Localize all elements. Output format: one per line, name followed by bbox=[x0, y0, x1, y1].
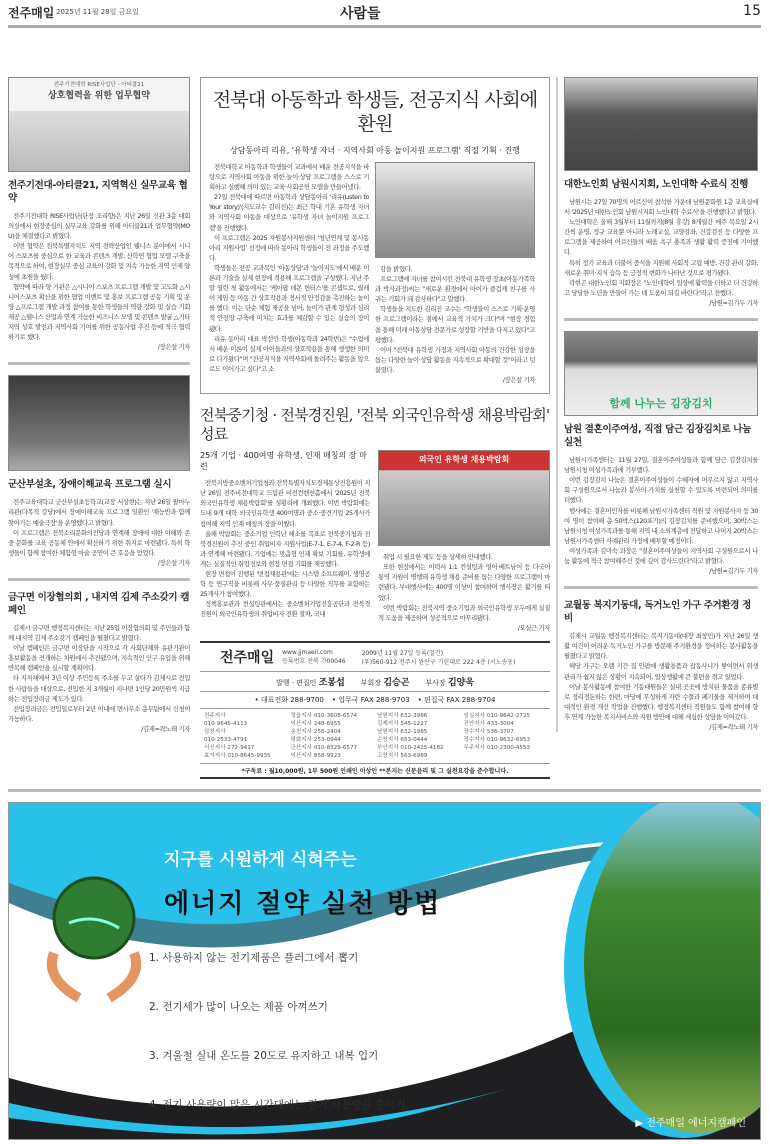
article-body bbox=[564, 631, 758, 732]
branch-entry: 서신지사 272-9417 bbox=[204, 744, 255, 751]
paragraph: 이어 "전북대 유학생 가정과 지역사회 아동의 건강한 성장을 돕는 다양한 놀이·상담 활동을 지속적으로 확대할 것"이라고 덧붙였다. bbox=[375, 345, 535, 374]
role: 부사장 bbox=[425, 678, 446, 687]
paragraph: 학생들을 지도한 김리진 교수는 "학생들이 스스로 기획·운영한 프로그램이라는 점에서 교육적 가치가 크다"며 "현장 경험을 통해 미래 아동상담 전문가로 성장할 기반을 다지고 있다"고 평했다. bbox=[375, 305, 535, 344]
role: 발행 · 편집인 bbox=[275, 678, 317, 687]
masthead-phones bbox=[200, 692, 550, 709]
paragraph: 리유 동아리 대표 박선민 학생(아동학과 24학번)은 "수업에서 배운 이론이 실제 아이들과의 상호작용을 통해 생생한 의미로 다가왔다"며 "전공지식을 지역사회에 돌려주는 활동을 앞으로도 이어가고 싶다"고 소 bbox=[209, 334, 369, 373]
article-photo bbox=[564, 331, 758, 416]
photo-caption: 전주기전대학 RISE사업단 - 아티클21 bbox=[53, 82, 145, 88]
campaign-label bbox=[635, 1114, 746, 1129]
branch-entry: 남원지사 632-1985 bbox=[377, 728, 428, 735]
article-body bbox=[375, 264, 535, 385]
paragraph: 현장 면접이 진행된 '면접채용관'에는 시스템 소프트웨어, 생명공학 등 연구직을 비롯해 사무·품질관리 등 다양한 직무를 포함하는 25개사가 참여했다. bbox=[200, 569, 370, 599]
news-columns bbox=[8, 77, 761, 779]
article-body bbox=[564, 455, 758, 576]
masthead-person bbox=[425, 675, 474, 688]
paragraph: 이 프로그램은 전북소리문화의전당과 연계해 장애에 대한 이해와 존중 문화를 교육 공동체 안에서 확산하기 위한 취지로 마련됐다. 특히 학생들이 함께 참여한 체험형 마술 공연이 큰 호응을 얻었다. bbox=[8, 528, 190, 557]
article-body bbox=[8, 623, 190, 734]
branch-column bbox=[204, 712, 287, 760]
paragraph: 특히 정기 교육과 더불어 중식을 지원해 사회적 고립 예방, 건강 관리 강화, 새로운 취미·지식 습득 등 긍정적 변화가 나타난 것으로 평가됐다. bbox=[564, 258, 758, 277]
divider bbox=[8, 789, 761, 792]
feature-article-box bbox=[200, 77, 550, 394]
branch-entry: 정읍지사 010-3608-6574 bbox=[290, 712, 358, 719]
paragraph: 프로그램에 자녀를 참여시킨 전북대 유학생 장초(아동가족학과 박사과정)씨는 "새로운 환경에서 아이가 즐겁게 친구를 사귀는 기회가 돼 감사하다"고 말했다. bbox=[375, 275, 535, 304]
registration: 등록번호 전북 가00046 bbox=[282, 657, 346, 665]
paragraph: 이날 봉사활동에 참여한 기동대원들은 실내 곳곳에 방치된 물품을 종류별로 정리정돈하는 한편, 마당에 무성하게 자란 수풀과 폐기물을 제거하며 대대적인 환경 개선 작업을 진행했다. 행정복지센터 직원들도 함께 참여해 향후 연계 가능한 복지서비스와 지원 방안에 대해 세심한 상담을 이어갔다. bbox=[564, 682, 758, 721]
tip-item: 1. 사용하지 않는 전기제품은 플러그에서 뽑기 bbox=[149, 951, 359, 964]
paragraph: 취업 시 필요한 제도 등을 상세히 안내했다. bbox=[383, 553, 493, 562]
article-headline: 군산부설초, 장애이해교육 프로그램 실시 bbox=[8, 479, 172, 491]
branch-column bbox=[377, 712, 460, 760]
article-headline: 대한노인회 남원시지회, 노인대학 수료식 진행 bbox=[564, 179, 749, 190]
right-column bbox=[556, 77, 758, 732]
masthead-person bbox=[361, 675, 410, 688]
article-senior-college bbox=[564, 178, 758, 308]
branch-directory bbox=[200, 709, 550, 763]
website-url[interactable]: www.jjmaeil.com bbox=[282, 648, 333, 656]
photo-banner-text: 외국인 유학생 채용박람회 bbox=[418, 455, 510, 465]
left-column bbox=[8, 77, 190, 734]
paragraph: 이번 박람회는 전북지역 중소기업과 외국인유학생 모두에게 실질적 도움을 제공하며 성공적으로 마무리됐다. bbox=[378, 603, 550, 622]
founded-date: 2009년 11월 27일 등록(일간) bbox=[361, 649, 444, 657]
byline: /장은설 기자 bbox=[157, 343, 190, 352]
section-title: 사람들 bbox=[340, 6, 381, 22]
branch-entry: 무주지사 010-2300-4553 bbox=[463, 744, 531, 751]
paragraph: 이 프로그램은 2025 자원봉사지원센터 '청년연계 및 봉사동아리 지원사업' 선정에 따라 동아리 학생들이 전 과정을 주도했다. bbox=[209, 233, 369, 262]
branch-entry: 익산지사 858-9923 bbox=[290, 752, 341, 759]
article-headline: 전북중기청 · 전북경진원, '전북 외국인유학생 채용박람회' 성료 bbox=[200, 406, 550, 444]
branch-entry: 진안지사 433-3004 bbox=[463, 720, 514, 727]
article-body bbox=[8, 497, 190, 568]
center-column bbox=[200, 77, 550, 779]
person-name: 김양욱 bbox=[447, 677, 475, 688]
paragraph: 해당 가구는 오랜 기간 집 안팎에 생활용품과 잡동사니가 쌓이면서 위생 관리가 쉽지 않은 상황이 지속되어, 일상생활에 큰 불편을 겪고 있었다. bbox=[564, 662, 758, 681]
ad-tagline: 지구를 시원하게 식혀주는 bbox=[164, 849, 357, 870]
paragraph: 남원시는 27일 70명의 어르신이 참석한 가운데 남원문화원 1층 교육실에서 '2025년 대한노인회 남원시지회 노인대학 수료식'을 진행했다고 밝혔다. bbox=[564, 198, 758, 217]
article-photo bbox=[378, 450, 550, 546]
ad-title: 에너지 절약 실천 방법 bbox=[164, 888, 442, 919]
paragraph: 정책홍보관과 컨설팅관에서는 중소벤처기업진흥공단과 전북경진원이 외국인유학생의 취업비자 전환 절차, 국내 bbox=[200, 600, 370, 619]
masthead-person bbox=[276, 675, 345, 688]
paragraph: 곽현곤 대한노인회 지회장은 "노인대학이 일상에 활력을 더하고 더 건강하고 당당한 노년을 만들어 가는 데 도움이 되길 바란다"라고 전했다. bbox=[564, 278, 758, 297]
article-photo bbox=[375, 162, 535, 258]
feature-subheadline: 상담동아리 리유, '유학생 자녀 · 지역사회 아동 놀이지원 프로그램' 직접 기획 · 진행 bbox=[230, 146, 520, 155]
paragraph: 여성가족과 김미숙 과장은 "결혼이주여성들이 지역사회 구성원으로서 나눔 활동에 적극 참여해주신 것에 깊이 감사드린다"라고 밝혔다. bbox=[564, 546, 758, 565]
article-kijeon-mou bbox=[8, 179, 190, 352]
article-body bbox=[209, 162, 369, 385]
issue-date: 2025년 11월 28일 금요일 bbox=[56, 8, 139, 16]
branch-entry: 순창지사 653-0444 bbox=[377, 736, 428, 743]
branch-entry: 010-9645-4113 bbox=[204, 720, 248, 727]
earth-in-hands-icon bbox=[52, 878, 136, 998]
branch-entry: 임실지사 010-9642-2725 bbox=[463, 712, 531, 719]
article-body bbox=[564, 197, 758, 308]
article-photo bbox=[8, 77, 190, 172]
paragraph: 김제시 금구면 행정복지센터는 지난 25일 이장협의회 및 주민들과 함께 내지역 김제 주소갖기 캠페인을 펼쳤다고 밝혔다. bbox=[8, 623, 190, 643]
paragraph: 또한 현장에서는 이력서 1:1 컨설팅과 영어·베트남어 등 다국어 통역 지원이 병행돼 유학생 채용 준비를 돕는 다양한 프로그램이 마련됐다. 부대행사에는 400명 이상이 참여하며 행사장은 활기를 띠었다. bbox=[378, 563, 550, 602]
divider bbox=[8, 362, 190, 365]
divider bbox=[8, 578, 190, 581]
branch-entry: 부안지사 010-2425-4182 bbox=[377, 744, 444, 751]
article-gunsan-school bbox=[8, 478, 190, 568]
campaign-name: 전주매일 에너지캠페인 bbox=[646, 1117, 746, 1129]
phone-number: • 업무국 FAX 288-9703 bbox=[331, 695, 410, 704]
branch-entry: 남원지사 632-3986 bbox=[377, 712, 428, 719]
byline: /장은설 기자 bbox=[502, 376, 535, 385]
header-rule bbox=[8, 25, 761, 28]
article-gyowol bbox=[564, 599, 758, 732]
paragraph: 노인대학은 올해 3월부터 11월까지(8월 휴강) 8개월간 매주 목요일 2시간씩 운영, 정규 교육뿐 아니라 노래교실, 교양강좌, 건강검진 등 다양한 프로그램을 제공하여 어르신들의 배움 욕구 충족과 생활 활력 증진에 기여했다. bbox=[564, 218, 758, 257]
newspaper-logo: 전주매일 bbox=[8, 6, 55, 20]
branch-entry: 전주지사 bbox=[204, 712, 226, 719]
photo-banner-text: 함께 나누는 김장김치 bbox=[609, 397, 713, 411]
byline: /장은설 기자 bbox=[157, 558, 190, 567]
energy-campaign-ad bbox=[8, 802, 761, 1140]
paragraph: 학생들은 전공 교과목인 '아동상담'과 '놀이지도'에서 배운 이론과 기술을 실제 현장에 적용해 프로그램을 구성했다. 지난 주말 열린 첫 활동에서는 '케이팝 데몬 헌터스'를 콘셉트로, 릴레이 게임 등 아동 간 상호작용과 정서적 안정감을 촉진하는 놀이를 했다. 이는 단순 체험 제공을 넘어, 놀이가 관계 형성과 심리적 안전망 구축에 미치는 효과를 체감할 수 있는 실습의 장이 됐다. bbox=[209, 263, 369, 333]
branch-entry: 장수지사 536-3707 bbox=[463, 728, 514, 735]
person-name: 김승곤 bbox=[383, 677, 410, 688]
branch-column bbox=[291, 712, 374, 760]
article-body bbox=[8, 211, 190, 352]
article-photo bbox=[564, 77, 758, 171]
byline: /김제=곽노태 기자 bbox=[709, 723, 758, 731]
paragraph: 이날 캠페인은 금구면 이장단을 시작으로 각 사회단체와 유관기관이 홍보활동을 전개하는 차원에서 추진됐으며, 지속적인 인구 유입을 위해 반복해 캠페인을 실시할 계획이다. bbox=[8, 644, 190, 673]
byline: /남원=김기두 기자 bbox=[709, 567, 758, 576]
tip-item: 3. 겨울철 실내 온도를 20도로 유지하고 내복 입기 bbox=[149, 1049, 379, 1062]
branch-entry: 김제지사 545-1227 bbox=[377, 720, 428, 727]
photo-banner-text: 상호협력을 위한 업무협약 bbox=[48, 91, 150, 101]
branch-entry: 평화지사 253-0944 bbox=[290, 736, 341, 743]
page-number: 15 bbox=[743, 3, 761, 19]
paragraph: 협약에 따라 양 기관은 △시니어 스포츠 프로그램 개발 및 고도화 △시니어스포츠 확산을 위한 협업 이벤트 및 홍보 프로그램 공동 기획 및 운영 △프로그램 개발 과정 참여를 통한 학생들의 역량 강화 및 실습 기회 제공 △웰니스 산업과 연계 가능한 비즈니스 모델 및 콘텐츠 발굴 △기타 지역 상호 발전과 지역사회 기여를 위한 공동사업 추진 등에 적극 협력하기로 했다. bbox=[8, 282, 190, 342]
paragraph: 이번 김장김치 나눔은 결혼이주여성들이 수혜자에 머무르지 않고 지역사회 구성원으로서 나눔과 봉사의 가치를 실천할 수 있도록 마련되어 의미를 더했다. bbox=[564, 476, 758, 505]
divider bbox=[564, 318, 758, 321]
tip-item: 2. 전기세가 많이 나오는 제품 아껴쓰기 bbox=[149, 1000, 328, 1013]
branch-entry: 익산지사 248-6955 bbox=[290, 720, 341, 727]
paragraph: 남원시가족센터는 11월 27일, 결혼이주여성들과 함께 담근 김장김치를 남원시청 여성가족과에 기부했다. bbox=[564, 456, 758, 475]
branch-entry: 고창지사 563-6989 bbox=[377, 752, 428, 759]
address: (우)560-912 전주시 완산구 기린대로 222 4층 (서노송동) bbox=[361, 658, 516, 666]
paragraph: 전주교육대학교 군산부설초등학교(교장 서상현)는 지난 26일 팔마누리관(다목적 강당)에서 장애이해교육 프로그램 일환인 '재능반과 함께 찾아가는 예술극장'을 운영했다고 밝혔다. bbox=[8, 498, 190, 527]
article-body bbox=[378, 552, 550, 633]
article-subheadline: 25개 기업 · 400여명 유학생, 인재 매칭의 장 마련 bbox=[200, 451, 367, 472]
paragraph: 전입장려금은 전입일로부터 2년 이내에 면사무소 총무팀에서 신청이 가능하다. bbox=[8, 704, 190, 723]
paragraph: 이번 협약은 전북특별자치도 지역 전략산업인 웰니스 분야에서 시니어 스포츠를 중심으로 한 교육과 콘텐츠 개발, 산학연 협업 모델 구축을 목적으로 하여, 현장실무 중심 교육의 강화 및 지속 가능한 지역 인재 양성에 초점을 뒀다. bbox=[8, 242, 190, 281]
branch-entry: 010-2533-4791 bbox=[204, 736, 248, 743]
feature-headline: 전북대 아동학과 학생들, 전공지식 사회에 환원 bbox=[212, 89, 538, 135]
phone-number: • 대표전화 288-9700 bbox=[254, 695, 324, 704]
paragraph: 행사에는 결혼이민자를 비롯해 남원시가족센터 직원 및 자원봉사자 등 30여 명이 참여해 총 50박스(120포기)의 김장김치를 준비했으며, 30박스는 남원시청 여성가족과를 통해 지역 내 소외계층에 전달하고 나머지 20박스는 남원시가족센터 사례관리 가정에 배부할 예정이다. bbox=[564, 506, 758, 545]
paragraph: 27일 전북대에 따르면 아동학과 상담동아리 '리유(Listen to Your story)'(지도교수 김리진)는 최근 학내 기혼 유학생 자녀와 지역사회 아동을 대상으로 '유학생 자녀 놀이지원 프로그램'을 진행했다. bbox=[209, 193, 369, 232]
divider bbox=[564, 586, 758, 589]
page-header bbox=[0, 0, 769, 30]
paragraph: 전북지방중소벤처기업청과 전북특별자치도경제통상진흥원이 지난 26일 전주비전대학교 드림관 비전컨벤션홀에서 '2025년 전북 외국인유학생 채용박람회'를 성황리에 개최했다. 이번 박람회에는 도내 9개 대학 외국인유학생 400여명과 중소·중견기업 25개사가 참여해 지역 인재 매칭의 장을 이뤘다. bbox=[200, 479, 370, 528]
paragraph: 전주기전대학 RISE사업단(단장 조리향)은 지난 26일 신관 3층 대회의실에서 현장중심의 실무교육 강화를 위해 아티클21과 업무협약(MOU)을 체결했다고 밝혔다. bbox=[8, 212, 190, 241]
play-arrow-icon: ▶ bbox=[635, 1117, 647, 1129]
byline: /남원=김기두 기자 bbox=[709, 298, 758, 307]
branch-entry: 군산지사 010-8329-6577 bbox=[290, 744, 358, 751]
masthead-box bbox=[200, 641, 550, 779]
article-job-fair bbox=[200, 406, 550, 633]
byline: /오실근 기자 bbox=[517, 623, 550, 632]
branch-entry: 정수지사 010-9632-6953 bbox=[463, 736, 531, 743]
paragraph: 타 지자체에서 3년 이상 주민등록 주소를 두고 살다가 김제시로 전입한 사람들을 대상으로, 전입한 지 3개월이 지나면 1인당 20만원씩 지급하는 전입장려금 제도가 있다. bbox=[8, 674, 190, 703]
branch-entry: 효자지사 010-8645-9935 bbox=[204, 752, 271, 759]
masthead-footer: *구독료 : 월10,000원, 1부 500원 인쇄인 이상인 **본지는 신문윤리 및 그 실천요강을 준수합니다. bbox=[200, 763, 550, 777]
article-headline: 남원 결혼이주여성, 직접 담근 김장김치로 나눔 실천 bbox=[564, 424, 752, 449]
paragraph: 전북대학교 아동학과 학생들이 교과에서 배운 전공지식을 바탕으로 지역사회 아동을 위한 놀이·상담 프로그램을 스스로 기획하고 실행해 의미 있는 교육·사회공헌 모델을 만들어냈다. bbox=[209, 163, 369, 192]
paragraph: 올해 박람회는 중소기업 인력난 해소를 목표로 전북중기청과 전북경진원이 추진 중인 취업비자 지원사업(E-7-1, E-7-4, F-2-R 등)과 연계해 마련됐다. 기업에는 맞춤형 인재 확보 기회를, 유학생에게는 실질적인 취업정보와 현장 면접 기회를 제공했다. bbox=[200, 529, 370, 568]
tips-list bbox=[149, 950, 406, 1140]
article-headline: 전주기전대-아티클21, 지역혁신 실무교육 협약 bbox=[8, 180, 188, 204]
person-name: 조봉섭 bbox=[318, 677, 345, 688]
branch-column bbox=[464, 712, 547, 760]
article-headline: 금구면 이장협의회 , 내지역 김제 주소갖기 캠페인 bbox=[8, 591, 190, 616]
paragraph: 김제시 교월동 행정복지센터는 복지기동대(대장 최창민)가 지난 26일 생활 여건이 어려운 독거노인 가구를 방문해 주거환경을 정비하는 봉사활동을 펼쳤다고 밝혔다. bbox=[564, 632, 758, 661]
paragraph: 감을 밝혔다. bbox=[380, 265, 413, 273]
phone-number: • 편집국 FAX 288-9704 bbox=[417, 695, 496, 704]
branch-entry: 송천지사 256-2404 bbox=[290, 728, 341, 735]
branch-entry: 삼천지사 bbox=[204, 728, 226, 735]
article-photo bbox=[8, 375, 190, 471]
article-geumgu-campaign bbox=[8, 591, 190, 734]
masthead-logo: 전주매일 bbox=[220, 649, 275, 666]
article-kimchi bbox=[564, 423, 758, 576]
article-headline: 교월동 복지기동대, 독거노인 가구 주거환경 정비 bbox=[564, 600, 752, 625]
tip-item: 4. 전기 사용량이 많은 시간대에는 전기 사용량을 줄이기 bbox=[149, 1098, 406, 1111]
article-body bbox=[200, 478, 370, 619]
byline: /김제=곽노태 기자 bbox=[141, 724, 190, 733]
role: 부회장 bbox=[360, 678, 382, 687]
masthead-people bbox=[200, 672, 550, 692]
